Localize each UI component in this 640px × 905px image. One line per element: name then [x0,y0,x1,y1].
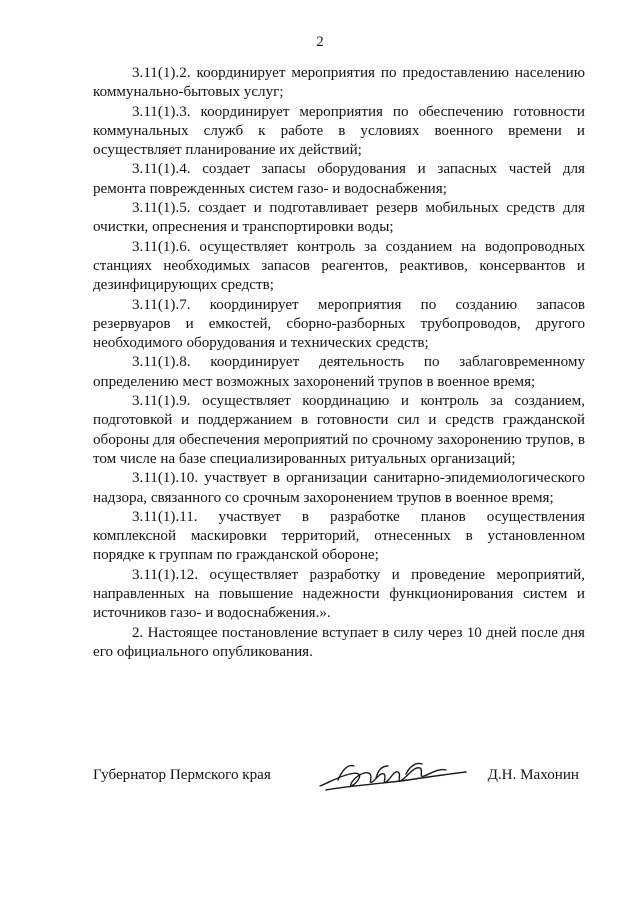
document-body [93,64,585,662]
paragraph-3-11-1-7: 3.11(1).7. координирует мероприятия по созданию запасов резервуаров и емкостей, сборно-разборных трубопроводов, другого необходимого оборудования и технических средств; [93,296,585,352]
paragraph-3-11-1-12: 3.11(1).12. осуществляет разработку и проведение мероприятий, направленных на повышение надежности функционирования систем и источников газо- и водоснабжения.». [93,566,585,622]
paragraph-3-11-1-11: 3.11(1).11. участвует в разработке планов осуществления комплексной маскировки территорий, отнесенных в установленном порядке к группам по гражданской обороне; [93,508,585,564]
paragraph-3-11-1-10: 3.11(1).10. участвует в организации санитарно-эпидемиологического надзора, связанного со срочным захоронением трупов в военное время; [93,470,585,506]
paragraph-3-11-1-6: 3.11(1).6. осуществляет контроль за созданием на водопроводных станциях необходимых запасов реагентов, реактивов, консервантов и дезинфицирующих средств; [93,238,585,294]
signature-block [93,760,585,800]
signatory-name: Д.Н. Махонин [487,767,579,783]
paragraph-3-11-1-2: 3.11(1).2. координирует мероприятия по предоставлению населению коммунально-бытовых услуг; [93,65,585,101]
paragraph-effective-date: 2. Настоящее постановление вступает в силу через 10 дней после дня его официального опубликования. [93,624,585,660]
paragraph-3-11-1-5: 3.11(1).5. создает и подготавливает резерв мобильных средств для очистки, опреснения и транспортировки воды; [93,200,585,236]
signatory-title: Губернатор Пермского края [93,767,271,783]
paragraph-3-11-1-4: 3.11(1).4. создает запасы оборудования и запасных частей для ремонта поврежденных систем газо- и водоснабжения; [93,161,585,197]
paragraph-3-11-1-8: 3.11(1).8. координирует деятельность по заблаговременному определению мест возможных захоронений трупов в военное время; [93,354,585,390]
page-number: 2 [316,34,324,50]
paragraph-3-11-1-3: 3.11(1).3. координирует мероприятия по обеспечению готовности коммунальных служб к работе в условиях военного времени и осуществляет планирование их действий; [93,103,585,159]
handwritten-signature [318,760,468,794]
paragraph-3-11-1-9: 3.11(1).9. осуществляет координацию и контроль за созданием, подготовкой и поддержанием в готовности сил и средств гражданской обороны для обеспечения мероприятий по срочному захоронению трупов, в том числе на базе специализированных ритуальных организаций; [93,393,585,467]
